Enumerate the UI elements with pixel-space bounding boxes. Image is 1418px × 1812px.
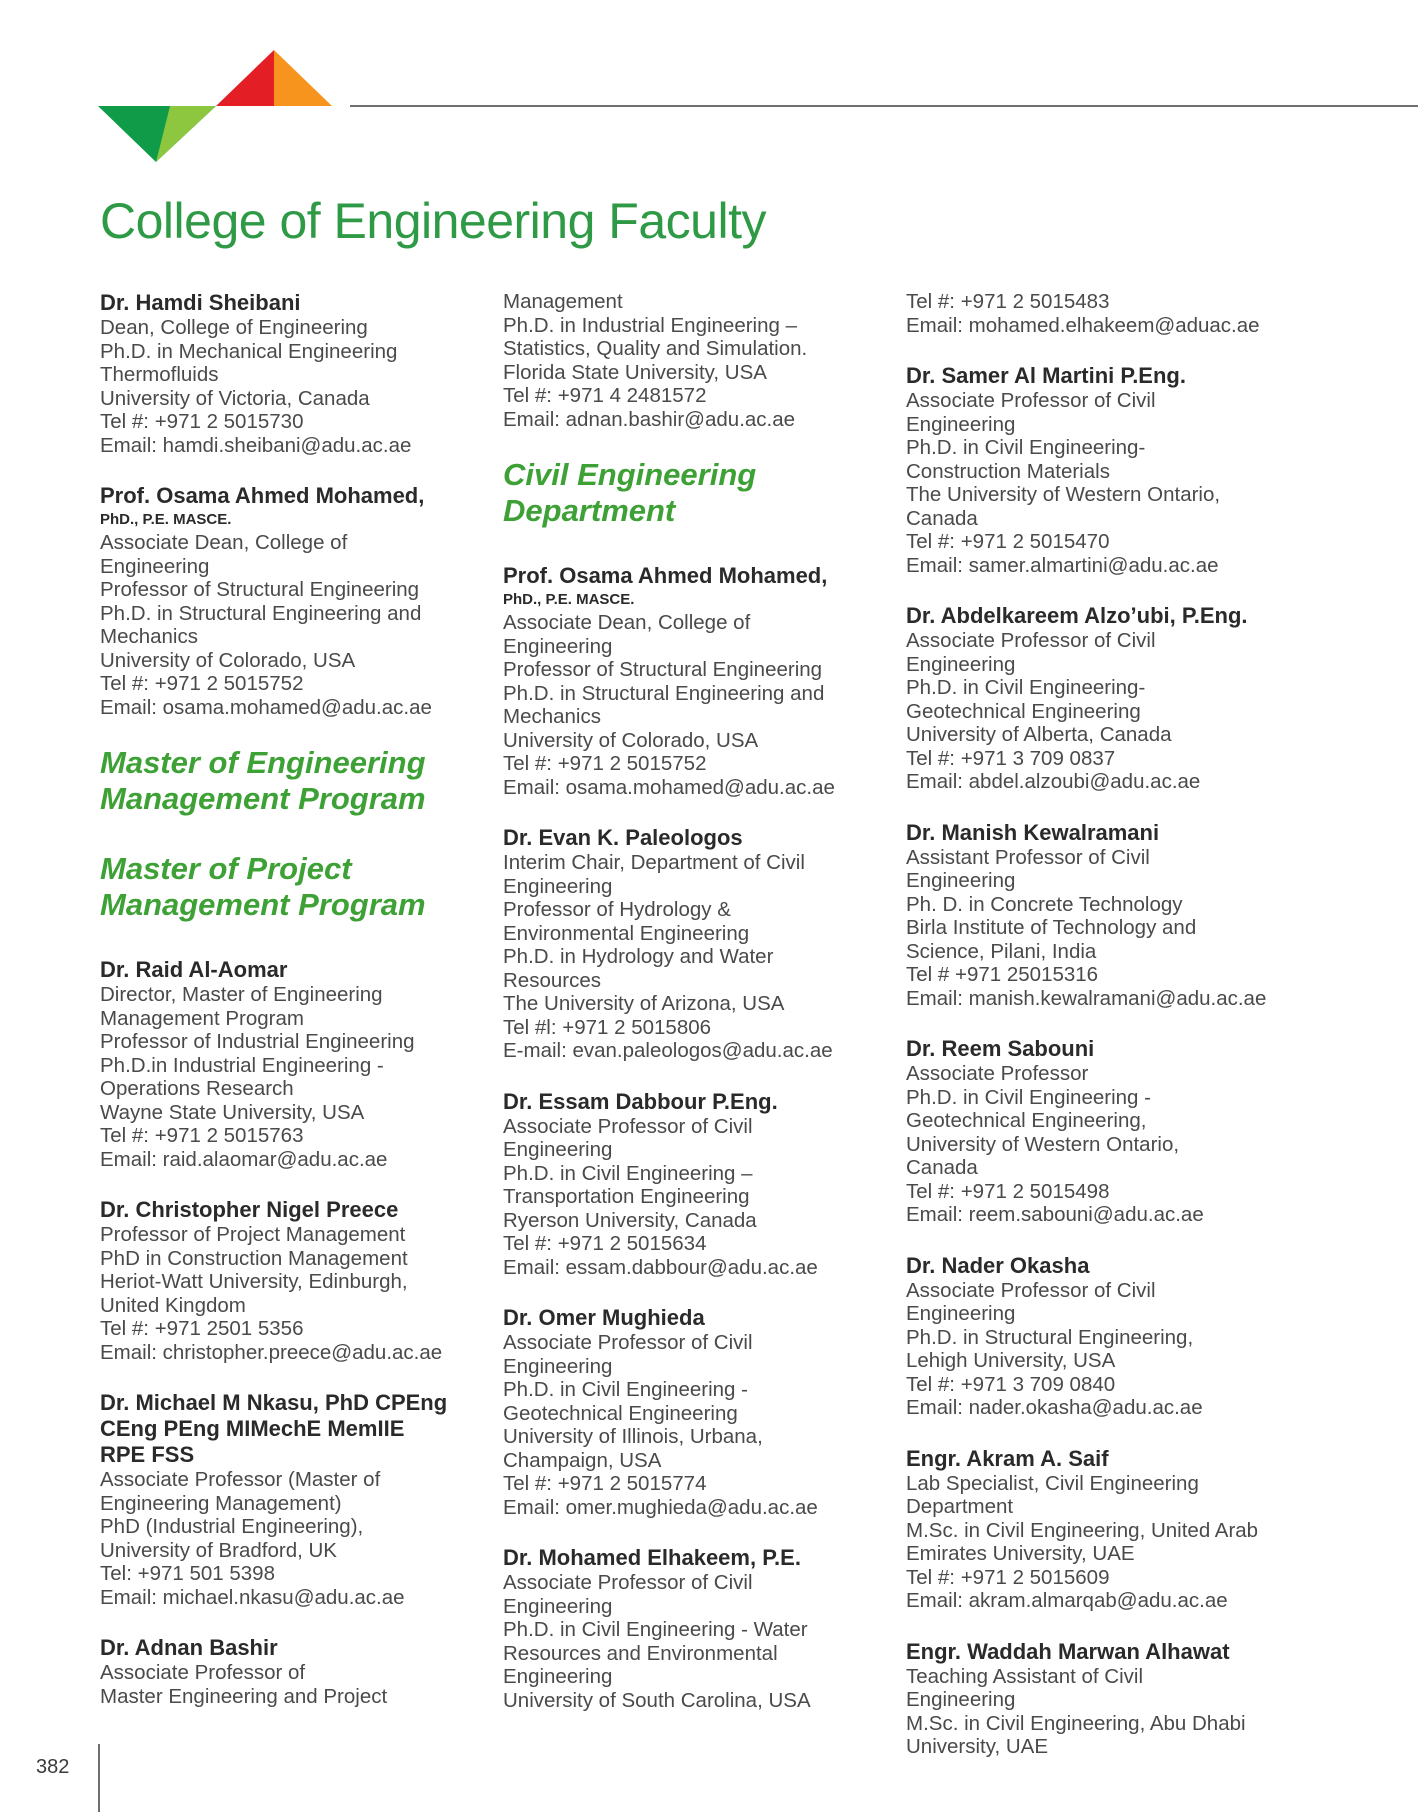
faculty-details (503, 611, 888, 799)
faculty-name: Dr. Michael M Nkasu, PhD CPEng (100, 1390, 448, 1415)
detail-line: Engineering Management) (100, 1491, 342, 1515)
detail-line: Ph.D. in Structural Engineering and (100, 601, 422, 625)
text-line: Florida State University, USA (503, 360, 767, 384)
detail-line: Lab Specialist, Civil Engineering (906, 1471, 1199, 1495)
detail-line: Professor of Structural Engineering (100, 578, 420, 601)
text-line: Email: mohamed.elhakeem@aduac.ae (906, 313, 1260, 337)
detail-line: Associate Professor (Master of (100, 1468, 381, 1491)
detail-line: Engineering (503, 1665, 613, 1688)
faculty-name: Engr. Waddah Marwan Alhawat (906, 1638, 1230, 1664)
faculty-entry (100, 1635, 485, 1708)
detail-line: Interim Chair, Department of Civil (503, 851, 805, 874)
faculty-details (503, 851, 888, 1063)
faculty-details (906, 1279, 1291, 1420)
detail-line: Engineering (503, 1594, 613, 1618)
faculty-details (100, 1661, 485, 1708)
faculty-entry (100, 290, 485, 457)
detail-line: Associate Professor (906, 1062, 1089, 1085)
detail-line: Dean, College of Engineering (100, 316, 368, 339)
detail-line: Ryerson University, Canada (503, 1208, 757, 1232)
faculty-details (906, 1665, 1291, 1759)
text-line: Ph.D. in Industrial Engineering – (503, 313, 798, 337)
detail-line: University of South Carolina, USA (503, 1688, 811, 1712)
detail-line: Teaching Assistant of Civil (906, 1664, 1144, 1688)
detail-line: Director, Master of Engineering (100, 983, 383, 1006)
faculty-details (100, 983, 485, 1171)
detail-line: Associate Professor of Civil (503, 1571, 753, 1594)
faculty-details (100, 1223, 485, 1364)
text-line: Management Program (100, 781, 426, 816)
text-line: Management Program (100, 887, 426, 922)
faculty-name: Prof. Osama Ahmed Mohamed, (503, 563, 828, 588)
faculty-entry (906, 1446, 1291, 1613)
faculty-entry (503, 563, 888, 799)
detail-line: Ph.D. in Civil Engineering- (906, 436, 1146, 459)
detail-line: M.Sc. in Civil Engineering, United Arab (906, 1518, 1259, 1542)
detail-line: Canada (906, 506, 978, 530)
detail-line: Tel #: +971 3 709 0840 (906, 1372, 1116, 1396)
faculty-name: RPE FSS (100, 1442, 195, 1467)
detail-line: Birla Institute of Technology and (906, 916, 1197, 939)
detail-line: The University of Arizona, USA (503, 992, 785, 1015)
faculty-entry (503, 825, 888, 1063)
detail-line: Assistant Professor of Civil (906, 845, 1150, 869)
detail-line: University of Bradford, UK (100, 1538, 337, 1562)
faculty-name: Dr. Nader Okasha (906, 1252, 1090, 1278)
detail-line: Associate Professor of (100, 1661, 306, 1684)
detail-line: Engineering (906, 869, 1016, 892)
continued-entry (503, 290, 888, 431)
faculty-entry (100, 483, 485, 719)
detail-line: Ph. D. in Concrete Technology (906, 892, 1183, 916)
detail-line: Tel #: +971 2 5015763 (100, 1124, 304, 1147)
detail-line: Engineering (503, 1354, 613, 1378)
detail-line: Associate Professor of Civil (906, 1278, 1156, 1302)
detail-line: Ph.D. in Civil Engineering – (503, 1161, 753, 1185)
detail-line: Environmental Engineering (503, 921, 750, 945)
faculty-name: Prof. Osama Ahmed Mohamed, (100, 483, 425, 508)
detail-line: Heriot-Watt University, Edinburgh, (100, 1270, 408, 1293)
detail-line: Email: raid.alaomar@adu.ac.ae (100, 1147, 388, 1171)
faculty-entry (906, 1036, 1291, 1227)
faculty-name: Dr. Mohamed Elhakeem, P.E. (503, 1545, 801, 1570)
detail-line: Associate Professor of Civil (503, 1331, 753, 1354)
detail-line: Ph.D. in Mechanical Engineering (100, 339, 398, 363)
detail-line: Tel #l: +971 2 5015806 (503, 1015, 712, 1039)
detail-line: Emirates University, UAE (906, 1542, 1135, 1565)
detail-line: Geotechnical Engineering, (906, 1109, 1147, 1132)
text-line: Master of Engineering (100, 745, 426, 780)
faculty-name: Dr. Manish Kewalramani (906, 819, 1160, 845)
detail-line: Science, Pilani, India (906, 939, 1097, 963)
faculty-entry (503, 1305, 888, 1519)
detail-line: Email: michael.nkasu@adu.ac.ae (100, 1585, 405, 1609)
detail-line: Ph.D. in Civil Engineering- (906, 676, 1146, 699)
faculty-details (503, 1115, 888, 1280)
detail-line: Tel #: +971 2501 5356 (100, 1317, 304, 1340)
detail-line: Canada (906, 1156, 978, 1179)
detail-line: Department (906, 1495, 1014, 1518)
faculty-entry (906, 363, 1291, 577)
text-line: Department (503, 493, 676, 528)
detail-line: Resources and Environmental (503, 1641, 778, 1665)
column-1 (100, 290, 485, 1734)
detail-line: Operations Research (100, 1077, 294, 1100)
faculty-entry (503, 1089, 888, 1280)
faculty-details (100, 1468, 485, 1609)
detail-line: Associate Professor of Civil (503, 1114, 753, 1138)
text-line: Tel #: +971 4 2481572 (503, 384, 707, 407)
faculty-name: CEng PEng MIMechE MemIIE (100, 1416, 405, 1441)
detail-line: Email: hamdi.sheibani@adu.ac.ae (100, 433, 412, 457)
detail-line: Champaign, USA (503, 1448, 662, 1472)
detail-line: Email: manish.kewalramani@adu.ac.ae (906, 986, 1267, 1010)
detail-line: Associate Dean, College of (503, 611, 751, 634)
faculty-entry (100, 1390, 485, 1609)
text-line: Management (503, 290, 623, 313)
detail-line: Email: omer.mughieda@adu.ac.ae (503, 1495, 818, 1519)
detail-line: Associate Professor of Civil (906, 389, 1156, 412)
continued-entry (906, 290, 1291, 337)
detail-line: Ph.D.in Industrial Engineering - (100, 1053, 384, 1077)
faculty-details (100, 531, 485, 719)
detail-line: Resources (503, 968, 601, 992)
faculty-name: Engr. Akram A. Saif (906, 1445, 1109, 1471)
detail-line: Geotechnical Engineering (503, 1401, 738, 1425)
section-heading-engineering-management (100, 745, 485, 817)
detail-line: Mechanics (100, 625, 198, 648)
detail-line: Lehigh University, USA (906, 1349, 1116, 1372)
faculty-name: Dr. Reem Sabouni (906, 1036, 1095, 1061)
detail-line: Tel: +971 501 5398 (100, 1562, 275, 1585)
faculty-credentials: PhD., P.E. MASCE. (100, 511, 232, 528)
page-title: College of Engineering Faculty (100, 193, 766, 249)
detail-line: Tel # +971 25015316 (906, 963, 1099, 986)
header-rule (350, 105, 1418, 107)
detail-line: Engineering (906, 1302, 1016, 1325)
faculty-details (503, 1331, 888, 1519)
text-line: Email: adnan.bashir@adu.ac.ae (503, 407, 796, 431)
section-heading-civil-engineering (503, 457, 888, 529)
detail-line: Mechanics (503, 705, 601, 728)
logo-triangle-red (216, 50, 274, 106)
detail-line: M.Sc. in Civil Engineering, Abu Dhabi (906, 1711, 1246, 1735)
faculty-name: Dr. Adnan Bashir (100, 1635, 278, 1660)
detail-line: PhD (Industrial Engineering), (100, 1515, 364, 1538)
footer-divider (98, 1744, 100, 1812)
detail-line: Professor of Structural Engineering (503, 658, 823, 681)
detail-line: Email: akram.almarqab@adu.ac.ae (906, 1589, 1228, 1612)
detail-line: Engineering (100, 554, 210, 578)
detail-line: Email: christopher.preece@adu.ac.ae (100, 1340, 443, 1364)
detail-line: Ph.D. in Civil Engineering - Water (503, 1618, 808, 1641)
detail-line: Tel #: +971 2 5015498 (906, 1179, 1110, 1203)
faculty-name: Dr. Abdelkareem Alzo’ubi, P.Eng. (906, 603, 1248, 628)
detail-line: Email: osama.mohamed@adu.ac.ae (503, 775, 835, 799)
text-line: Master of Project (100, 851, 352, 886)
detail-line: Tel #: +971 3 709 0837 (906, 746, 1116, 770)
faculty-name: Dr. Essam Dabbour P.Eng. (503, 1088, 778, 1114)
detail-line: Ph.D. in Structural Engineering and (503, 681, 825, 705)
detail-line: University of Colorado, USA (503, 728, 759, 752)
detail-line: Wayne State University, USA (100, 1100, 365, 1124)
detail-line: University of Colorado, USA (100, 648, 356, 672)
detail-line: University, UAE (906, 1735, 1049, 1758)
detail-line: Tel #: +971 2 5015752 (503, 752, 707, 775)
detail-line: Engineering (503, 634, 613, 658)
faculty-entry (906, 1639, 1291, 1759)
detail-line: Master Engineering and Project (100, 1684, 388, 1708)
detail-line: United Kingdom (100, 1293, 246, 1317)
detail-line: Tel #: +971 2 5015609 (906, 1565, 1110, 1589)
faculty-entry (100, 1197, 485, 1364)
section-heading-project-management (100, 851, 485, 923)
faculty-details (503, 1571, 888, 1712)
faculty-details (906, 1062, 1291, 1227)
detail-line: Email: reem.sabouni@adu.ac.ae (906, 1203, 1204, 1226)
detail-line: Thermofluids (100, 363, 219, 386)
faculty-name: Dr. Raid Al-Aomar (100, 957, 288, 982)
detail-line: Engineering (906, 652, 1016, 676)
detail-line: Tel #: +971 2 5015774 (503, 1472, 707, 1495)
detail-line: Construction Materials (906, 459, 1110, 483)
page-footer (36, 1744, 116, 1812)
faculty-details (100, 316, 485, 457)
faculty-entry (906, 1253, 1291, 1420)
detail-line: University of Illinois, Urbana, (503, 1425, 763, 1448)
text-line: Tel #: +971 2 5015483 (906, 290, 1110, 313)
detail-line: University of Alberta, Canada (906, 723, 1172, 746)
detail-line: Tel #: +971 2 5015470 (906, 530, 1110, 553)
college-logo (98, 50, 338, 162)
faculty-name: Dr. Evan K. Paleologos (503, 825, 743, 850)
detail-line: Email: abdel.alzoubi@adu.ac.ae (906, 770, 1201, 793)
detail-line: E-mail: evan.paleologos@adu.ac.ae (503, 1039, 833, 1062)
detail-line: Ph.D. in Structural Engineering, (906, 1325, 1194, 1349)
faculty-entry (503, 1545, 888, 1712)
detail-line: Professor of Industrial Engineering (100, 1030, 415, 1053)
detail-line: Associate Dean, College of (100, 531, 348, 554)
faculty-details (906, 629, 1291, 794)
logo-triangle-orange (274, 50, 332, 106)
detail-line: University of Victoria, Canada (100, 386, 370, 410)
column-2 (503, 290, 888, 1738)
detail-line: Professor of Project Management (100, 1223, 406, 1246)
detail-line: Transportation Engineering (503, 1185, 750, 1208)
text-line: Civil Engineering (503, 457, 757, 492)
detail-line: Email: samer.almartini@adu.ac.ae (906, 553, 1219, 577)
text-line: Statistics, Quality and Simulation. (503, 337, 808, 360)
faculty-details (906, 389, 1291, 577)
detail-line: Email: nader.okasha@adu.ac.ae (906, 1396, 1203, 1419)
detail-line: Management Program (100, 1006, 304, 1030)
detail-line: The University of Western Ontario, (906, 483, 1221, 506)
detail-line: Ph.D. in Hydrology and Water (503, 945, 774, 968)
faculty-name: Dr. Christopher Nigel Preece (100, 1197, 399, 1222)
detail-line: Tel #: +971 2 5015752 (100, 672, 304, 695)
detail-line: PhD in Construction Management (100, 1246, 408, 1270)
detail-line: Professor of Hydrology & (503, 898, 731, 921)
detail-line: Associate Professor of Civil (906, 629, 1156, 652)
faculty-entry (906, 820, 1291, 1011)
detail-line: Engineering (503, 874, 613, 898)
detail-line: Ph.D. in Civil Engineering - (906, 1085, 1151, 1109)
detail-line: Ph.D. in Civil Engineering - (503, 1378, 748, 1401)
detail-line: Tel #: +971 2 5015634 (503, 1232, 707, 1255)
detail-line: Engineering (906, 412, 1016, 436)
detail-line: Tel #: +971 2 5015730 (100, 410, 304, 433)
column-3 (906, 290, 1291, 1785)
detail-line: University of Western Ontario, (906, 1132, 1180, 1156)
faculty-name: Dr. Hamdi Sheibani (100, 290, 301, 315)
page-number: 382 (36, 1756, 70, 1778)
detail-line: Email: essam.dabbour@adu.ac.ae (503, 1255, 818, 1279)
detail-line: Geotechnical Engineering (906, 699, 1141, 723)
faculty-entry (100, 957, 485, 1171)
faculty-details (906, 1472, 1291, 1613)
faculty-name: Dr. Omer Mughieda (503, 1305, 705, 1330)
faculty-details (906, 846, 1291, 1011)
faculty-credentials: PhD., P.E. MASCE. (503, 591, 635, 608)
faculty-entry (906, 603, 1291, 794)
detail-line: Email: osama.mohamed@adu.ac.ae (100, 695, 432, 719)
detail-line: Engineering (906, 1688, 1016, 1711)
faculty-name: Dr. Samer Al Martini P.Eng. (906, 363, 1186, 388)
detail-line: Engineering (503, 1138, 613, 1161)
